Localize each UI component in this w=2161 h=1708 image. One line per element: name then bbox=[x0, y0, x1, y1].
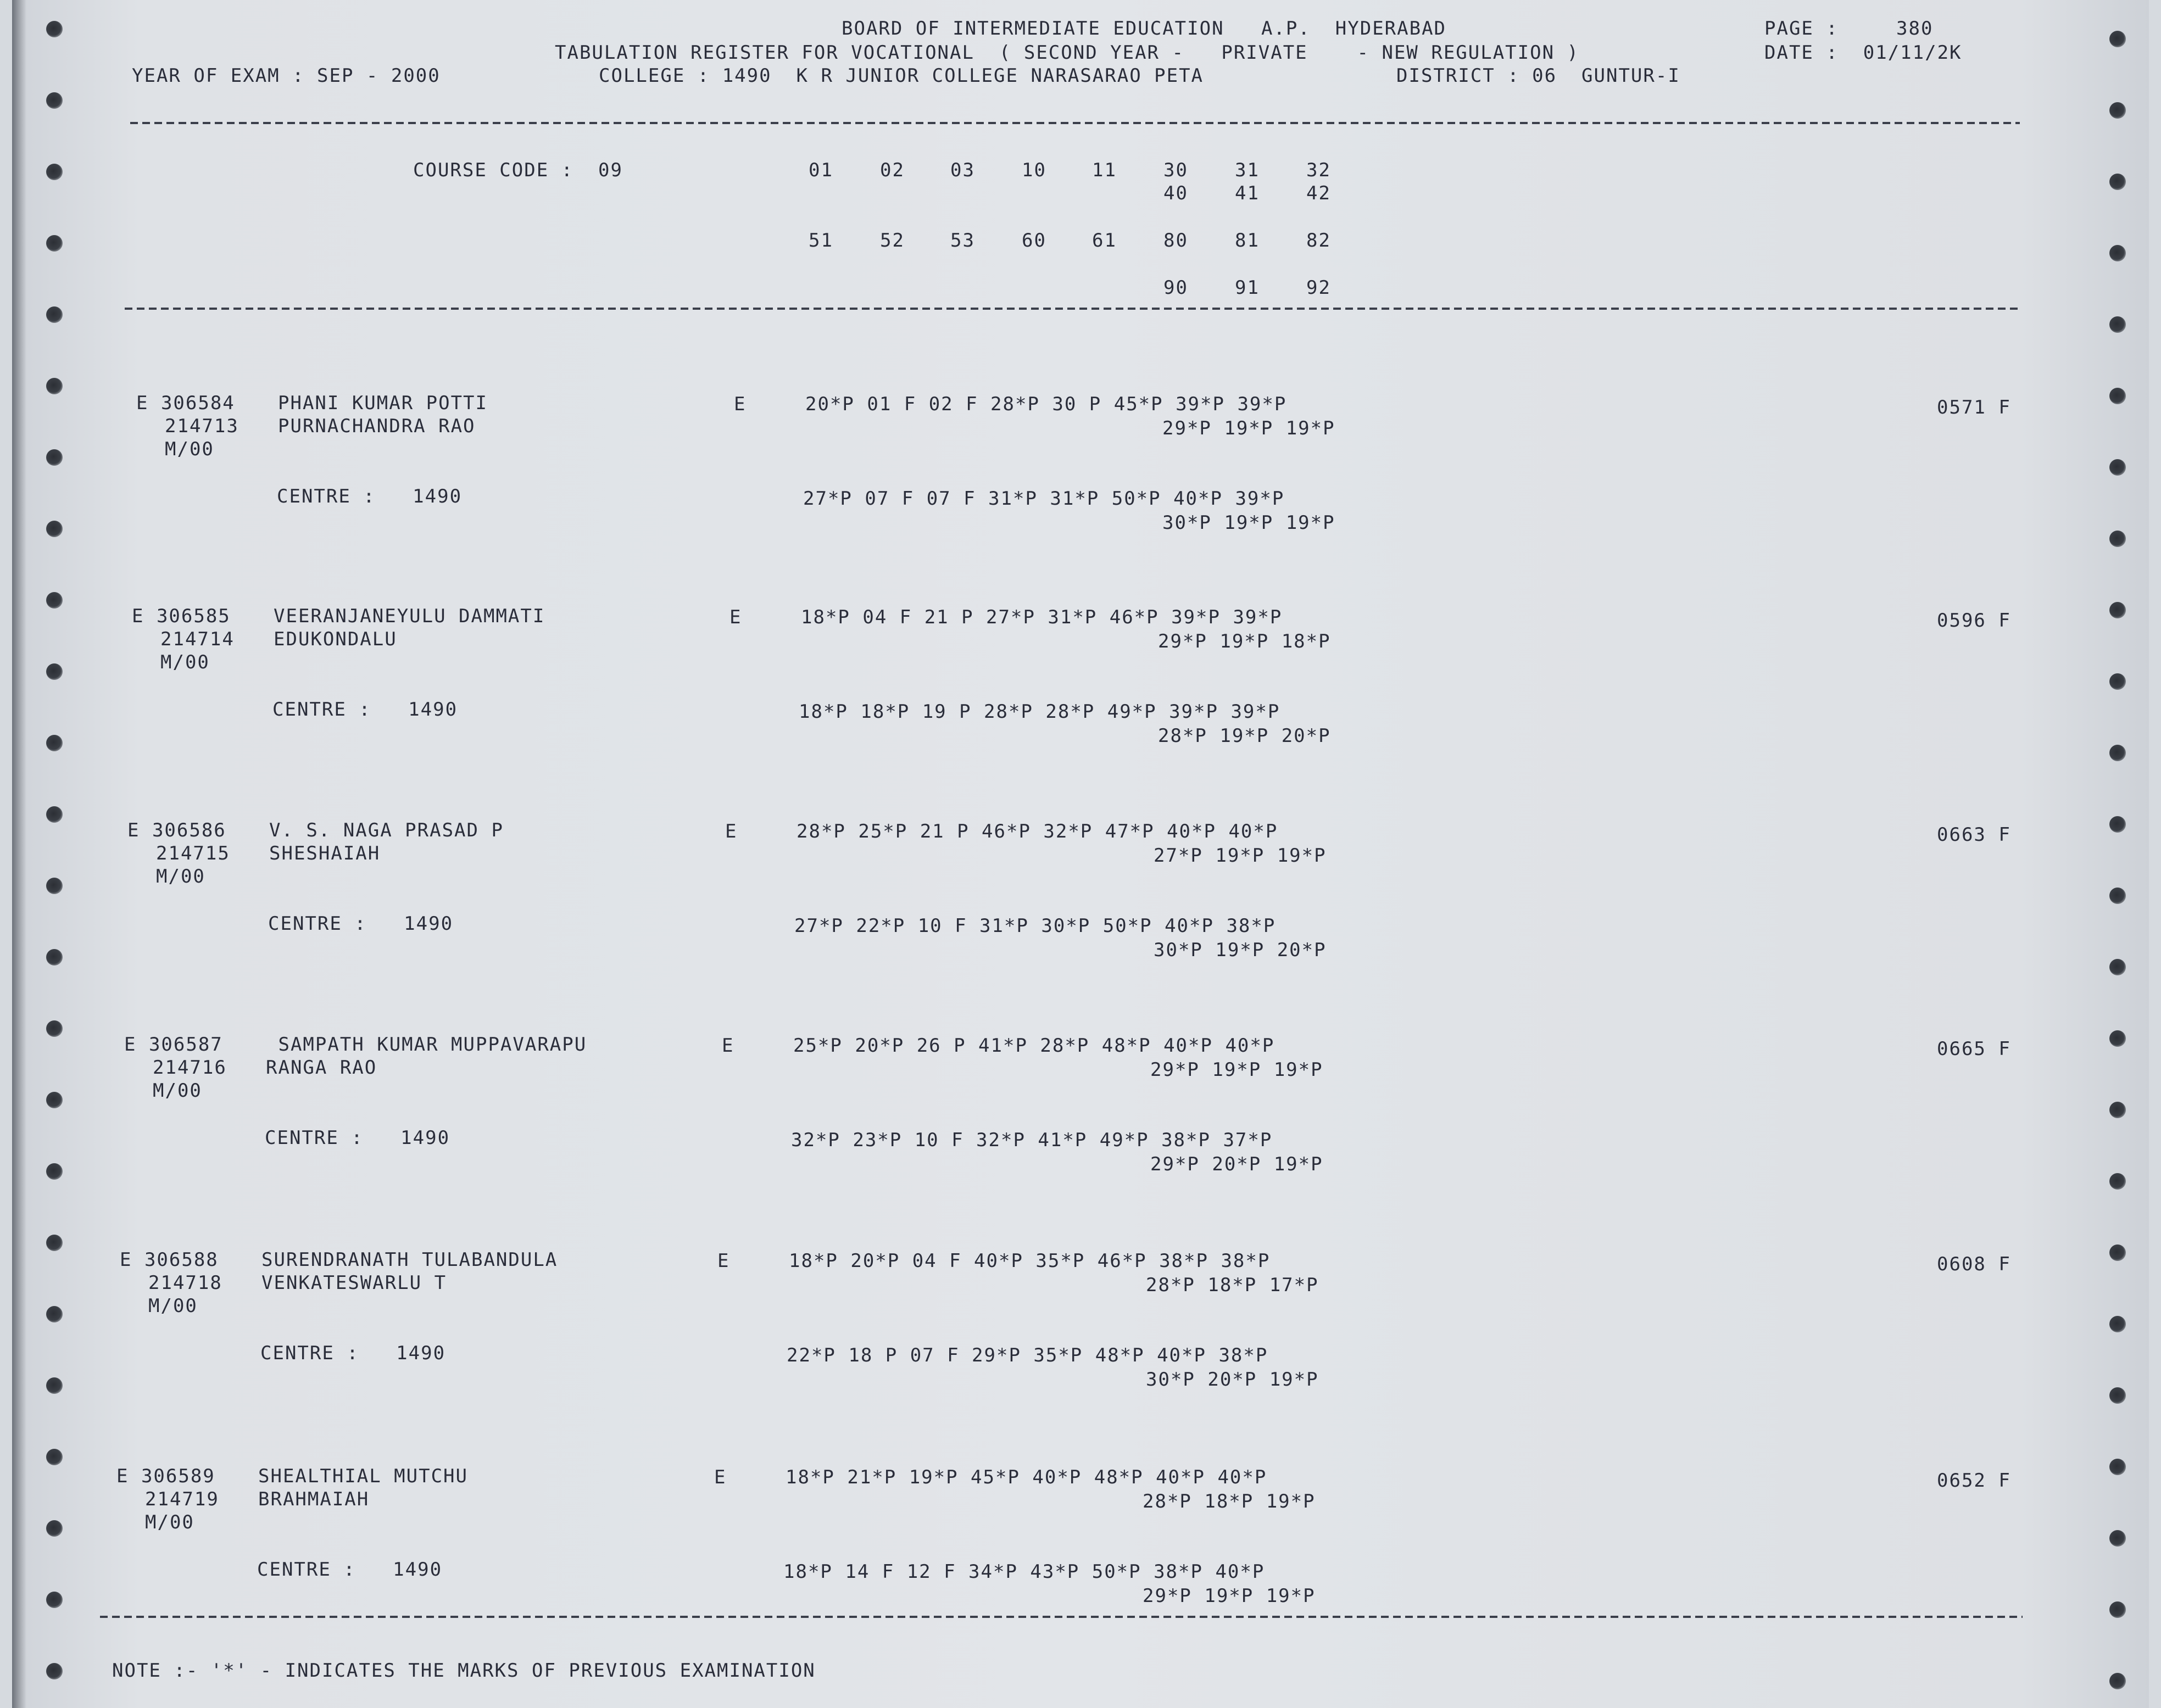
category-code: M/00 bbox=[153, 1080, 202, 1102]
tractor-hole bbox=[2109, 31, 2126, 47]
course-code: 11 bbox=[1092, 159, 1117, 181]
marks-row: 29*P 19*P 18*P bbox=[1158, 630, 1331, 652]
tractor-hole bbox=[46, 1163, 63, 1180]
medium-code: E bbox=[717, 1250, 730, 1272]
roll-number: 214719 bbox=[145, 1488, 219, 1510]
footer-rule bbox=[100, 1616, 2023, 1618]
tractor-hole bbox=[46, 378, 63, 394]
candidate-name: SAMPATH KUMAR MUPPAVARAPU bbox=[266, 1034, 587, 1056]
tractor-hole bbox=[2109, 602, 2126, 618]
tractor-hole bbox=[46, 806, 63, 823]
tractor-hole bbox=[2109, 1102, 2126, 1118]
course-code: 61 bbox=[1092, 230, 1117, 252]
marks-row: 29*P 19*P 19*P bbox=[1150, 1059, 1323, 1081]
course-code: 90 bbox=[1163, 277, 1188, 299]
marks-row: 30*P 19*P 20*P bbox=[1154, 939, 1327, 961]
tractor-hole bbox=[2109, 174, 2126, 190]
course-code-label: COURSE CODE : 09 bbox=[413, 159, 623, 181]
tractor-hole bbox=[46, 1306, 63, 1322]
register-number: E 306589 bbox=[116, 1465, 215, 1487]
marks-row: 28*P 25*P 21 P 46*P 32*P 47*P 40*P 40*P bbox=[797, 820, 1278, 842]
tractor-hole bbox=[46, 521, 63, 537]
tractor-hole bbox=[46, 1092, 63, 1108]
board-title: BOARD OF INTERMEDIATE EDUCATION A.P. HYDERABAD bbox=[842, 18, 1447, 40]
centre-code: CENTRE : 1490 bbox=[268, 913, 454, 935]
district-line: DISTRICT : 06 GUNTUR-I bbox=[1396, 65, 1680, 87]
marks-row: 27*P 07 F 07 F 31*P 31*P 50*P 40*P 39*P bbox=[803, 488, 1285, 510]
marks-row: 20*P 01 F 02 F 28*P 30 P 45*P 39*P 39*P bbox=[805, 393, 1287, 415]
course-code: 80 bbox=[1163, 230, 1188, 252]
tractor-hole bbox=[46, 735, 63, 751]
tractor-hole bbox=[2109, 1459, 2126, 1475]
tractor-hole bbox=[46, 1020, 63, 1037]
course-code: 81 bbox=[1235, 230, 1260, 252]
header-rule-top bbox=[130, 122, 2020, 124]
page-label: PAGE : bbox=[1764, 18, 1839, 40]
total-result: 0665 F bbox=[1937, 1038, 2011, 1060]
course-code: 30 bbox=[1163, 159, 1188, 181]
tractor-hole bbox=[2109, 245, 2126, 261]
tractor-hole bbox=[2109, 1316, 2126, 1332]
category-code: M/00 bbox=[148, 1295, 198, 1317]
father-name: BRAHMAIAH bbox=[258, 1488, 370, 1510]
register-number: E 306586 bbox=[127, 819, 226, 841]
tractor-hole bbox=[46, 449, 63, 466]
marks-row: 18*P 14 F 12 F 34*P 43*P 50*P 38*P 40*P bbox=[783, 1561, 1265, 1583]
marks-row: 30*P 20*P 19*P bbox=[1146, 1369, 1319, 1391]
tractor-hole bbox=[2109, 673, 2126, 690]
tractor-hole bbox=[46, 1377, 63, 1394]
centre-code: CENTRE : 1490 bbox=[277, 485, 463, 507]
tractor-hole bbox=[2109, 388, 2126, 404]
marks-row: 28*P 19*P 20*P bbox=[1158, 725, 1331, 747]
medium-code: E bbox=[722, 1035, 734, 1057]
father-name: PURNACHANDRA RAO bbox=[278, 415, 476, 437]
tractor-hole bbox=[46, 1592, 63, 1608]
roll-number: 214714 bbox=[160, 628, 235, 650]
marks-row: 29*P 19*P 19*P bbox=[1143, 1585, 1316, 1607]
tractor-hole bbox=[46, 235, 63, 252]
course-code: 10 bbox=[1022, 159, 1046, 181]
roll-number: 214715 bbox=[156, 842, 230, 864]
tractor-hole bbox=[2109, 888, 2126, 904]
medium-code: E bbox=[734, 393, 747, 415]
tabulation-sheet bbox=[12, 0, 2149, 1708]
tractor-hole bbox=[2109, 459, 2126, 476]
father-name: SHESHAIAH bbox=[269, 842, 381, 864]
course-code: 53 bbox=[950, 230, 975, 252]
tractor-hole bbox=[46, 878, 63, 894]
category-code: M/00 bbox=[156, 866, 205, 888]
marks-row: 29*P 19*P 19*P bbox=[1162, 417, 1335, 439]
total-result: 0596 F bbox=[1937, 610, 2011, 632]
register-number: E 306584 bbox=[136, 392, 235, 414]
marks-row: 30*P 19*P 19*P bbox=[1162, 512, 1335, 534]
tractor-hole bbox=[2109, 531, 2126, 547]
marks-row: 22*P 18 P 07 F 29*P 35*P 48*P 40*P 38*P bbox=[787, 1344, 1268, 1366]
marks-row: 18*P 04 F 21 P 27*P 31*P 46*P 39*P 39*P bbox=[801, 606, 1283, 628]
tractor-hole bbox=[46, 949, 63, 965]
marks-row: 28*P 18*P 17*P bbox=[1146, 1274, 1319, 1296]
medium-code: E bbox=[725, 820, 738, 842]
course-code: 03 bbox=[950, 159, 975, 181]
tractor-hole bbox=[2109, 959, 2126, 975]
total-result: 0652 F bbox=[1937, 1470, 2011, 1492]
course-code: 51 bbox=[809, 230, 833, 252]
paper-edge bbox=[12, 0, 26, 1708]
marks-row: 25*P 20*P 26 P 41*P 28*P 48*P 40*P 40*P bbox=[793, 1035, 1275, 1057]
candidate-name: SURENDRANATH TULABANDULA bbox=[261, 1249, 558, 1271]
course-code: 41 bbox=[1235, 182, 1260, 204]
course-code: 02 bbox=[880, 159, 905, 181]
register-number: E 306588 bbox=[120, 1249, 219, 1271]
candidate-name: VEERANJANEYULU DAMMATI bbox=[274, 605, 545, 627]
tractor-hole bbox=[2109, 1387, 2126, 1404]
header-rule-bottom bbox=[125, 308, 2020, 310]
course-code: 01 bbox=[809, 159, 833, 181]
tractor-hole bbox=[2109, 745, 2126, 761]
course-code: 31 bbox=[1235, 159, 1260, 181]
candidate-name: PHANI KUMAR POTTI bbox=[278, 392, 488, 414]
roll-number: 214716 bbox=[153, 1057, 227, 1079]
marks-row: 27*P 22*P 10 F 31*P 30*P 50*P 40*P 38*P bbox=[794, 915, 1276, 937]
roll-number: 214713 bbox=[165, 415, 239, 437]
tractor-hole bbox=[46, 306, 63, 323]
course-code: 91 bbox=[1235, 277, 1260, 299]
category-code: M/00 bbox=[165, 438, 214, 460]
tractor-hole bbox=[46, 1449, 63, 1465]
father-name: EDUKONDALU bbox=[274, 628, 397, 650]
tractor-hole bbox=[2109, 1244, 2126, 1261]
tractor-hole bbox=[2109, 102, 2126, 119]
candidate-name: SHEALTHIAL MUTCHU bbox=[258, 1465, 468, 1487]
footer-note: NOTE :- '*' - INDICATES THE MARKS OF PREVIOUS EXAMINATION bbox=[112, 1660, 816, 1682]
register-title: TABULATION REGISTER FOR VOCATIONAL ( SECOND YEAR - PRIVATE - NEW REGULATION ) bbox=[555, 42, 1579, 64]
college-line: COLLEGE : 1490 K R JUNIOR COLLEGE NARASARAO PETA bbox=[599, 65, 1204, 87]
total-result: 0571 F bbox=[1937, 397, 2011, 418]
category-code: M/00 bbox=[145, 1511, 194, 1533]
centre-code: CENTRE : 1490 bbox=[257, 1559, 443, 1581]
tractor-hole bbox=[2109, 816, 2126, 833]
tractor-hole bbox=[46, 21, 63, 37]
centre-code: CENTRE : 1490 bbox=[265, 1127, 450, 1149]
tractor-hole bbox=[2109, 1030, 2126, 1047]
candidate-name: V. S. NAGA PRASAD P bbox=[269, 819, 504, 841]
tractor-hole bbox=[46, 1663, 63, 1679]
tractor-hole bbox=[46, 1520, 63, 1537]
register-number: E 306587 bbox=[124, 1034, 223, 1056]
marks-row: 32*P 23*P 10 F 32*P 41*P 49*P 38*P 37*P bbox=[791, 1129, 1273, 1151]
course-code: 32 bbox=[1306, 159, 1331, 181]
marks-row: 28*P 18*P 19*P bbox=[1143, 1491, 1316, 1512]
roll-number: 214718 bbox=[148, 1272, 222, 1294]
tractor-hole bbox=[46, 1235, 63, 1251]
tractor-hole bbox=[2109, 316, 2126, 333]
register-number: E 306585 bbox=[132, 605, 231, 627]
marks-row: 18*P 18*P 19 P 28*P 28*P 49*P 39*P 39*P bbox=[799, 701, 1280, 723]
marks-row: 18*P 21*P 19*P 45*P 40*P 48*P 40*P 40*P bbox=[786, 1466, 1267, 1488]
course-code: 52 bbox=[880, 230, 905, 252]
print-date: DATE : 01/11/2K bbox=[1764, 42, 1962, 64]
tractor-hole bbox=[46, 592, 63, 609]
course-code: 60 bbox=[1022, 230, 1046, 252]
course-code: 40 bbox=[1163, 182, 1188, 204]
medium-code: E bbox=[729, 606, 742, 628]
centre-code: CENTRE : 1490 bbox=[260, 1342, 446, 1364]
tractor-hole bbox=[46, 663, 63, 680]
course-code: 92 bbox=[1306, 277, 1331, 299]
tractor-hole bbox=[2109, 1673, 2126, 1689]
marks-row: 27*P 19*P 19*P bbox=[1154, 845, 1327, 867]
tractor-hole bbox=[2109, 1601, 2126, 1618]
tractor-hole bbox=[46, 164, 63, 180]
marks-row: 18*P 20*P 04 F 40*P 35*P 46*P 38*P 38*P bbox=[789, 1250, 1271, 1272]
marks-row: 29*P 20*P 19*P bbox=[1150, 1153, 1323, 1175]
father-name: VENKATESWARLU T bbox=[261, 1272, 447, 1294]
course-code: 82 bbox=[1306, 230, 1331, 252]
course-code: 42 bbox=[1306, 182, 1331, 204]
tractor-hole bbox=[2109, 1173, 2126, 1190]
tractor-hole bbox=[2109, 1530, 2126, 1547]
tractor-hole bbox=[46, 92, 63, 109]
father-name: RANGA RAO bbox=[266, 1057, 377, 1079]
page-number: 380 bbox=[1896, 18, 1934, 40]
medium-code: E bbox=[714, 1466, 727, 1488]
category-code: M/00 bbox=[160, 651, 210, 673]
year-of-exam: YEAR OF EXAM : SEP - 2000 bbox=[132, 65, 441, 87]
total-result: 0608 F bbox=[1937, 1253, 2011, 1275]
centre-code: CENTRE : 1490 bbox=[272, 699, 458, 721]
total-result: 0663 F bbox=[1937, 824, 2011, 846]
